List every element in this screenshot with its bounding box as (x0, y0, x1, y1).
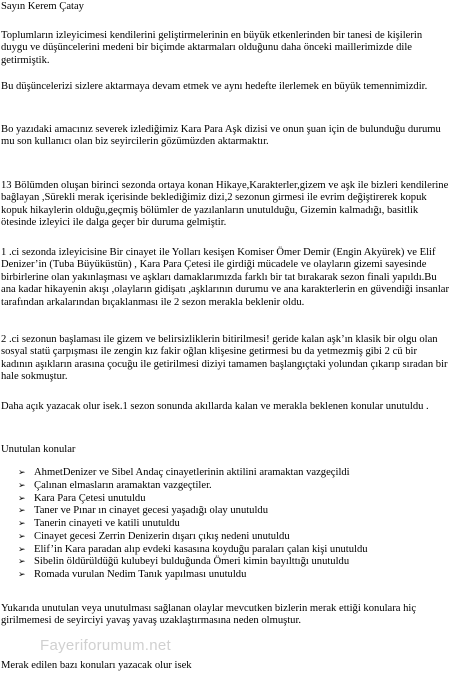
salutation: Sayın Kerem Çatay (1, 1, 84, 12)
list-item: ➢ Tanerin cinayeti ve katili unutuldu (18, 518, 180, 529)
paragraph-intro: Toplumların izleyicimesi kendilerini geliştirmelerinin en büyük etkenlerinden bir tanesi de kişilerin duygu ve düşüncelerini medeni bir biçimde aktarmaları olduğunu daha önceki maillerimizde dile getirmiştik. (1, 30, 423, 66)
watermark: Fayeriforumum.net (40, 637, 171, 654)
arrow-right-icon: ➢ (18, 480, 26, 491)
list-item: ➢ Taner ve Pınar ın cinayet gecesi yaşadığı olay unutuldu (18, 505, 269, 517)
list-item: ➢ Kara Para Çetesi unutuldu (18, 492, 146, 504)
section-heading-forgotten-topics: Unutulan konular (1, 444, 76, 455)
arrow-right-icon: ➢ (18, 468, 26, 478)
arrow-right-icon: ➢ (18, 531, 26, 542)
paragraph-purpose: Bo yazıdaki amacınız severek izlediğimiz Kara Para Aşk dizisi ve onun şuan için de bulunduğu durumu mu son kullanıcı olan biz seyircilerin gözümüzden aktarmaktır. (1, 124, 441, 148)
paragraph-season-one-summary: 1 .ci sezonda izleyicisine Bir cinayet ile Yolları kesişen Komiser Ömer Demir (Engin Akyürek) ve Elif Denizer’in (Tuba Büyüküstün) , Kara Para Çetesi ile girdiği mücadele ve olayların gizemi sayesinde birbirlerine olan yakınlaşması ve aşkları damaklarımızda farklı bir tat bırakarak sezon finali yapıldı.Bu ana kadar hikayenin akışı ,olayların gidişatı ,aşklarının durumu ve ana karakterlerin en güvendiği insanlar tarafından arkalarından bıçaklanması ile 2 sezon merakla beklenir oldu. (1, 247, 450, 308)
paragraph-first-season: 13 Bölümden oluşan birinci sezonda ortaya konan Hikaye,Karakterler,gizem ve aşk ile bizleri kendilerine bağlayan ,Sürekli merak içerisinde beklediğimiz dizi,2 sezonun girmesi ile evrim değiştirerek kopuk kopuk hikaylerin olduğu,geçmiş bölümler de yazılanların unutulduğu, Gizemin kalmadığı, basitlik ötesinde izleyici ile dalga geçer bir duruma gelmiştir. (1, 180, 449, 229)
arrow-right-icon: ➢ (18, 557, 26, 568)
paragraph-wish: Bu düşüncelerizi sizlere aktarmaya devam etmek ve aynı hedefte ilerlemek en büyük temennimizdir. (1, 81, 428, 92)
list-item: ➢ Romada vurulan Nedim Tanık yapılması unutuldu (18, 569, 247, 580)
last-line: Merak edilen bazı konuları yazacak olur isek (1, 660, 192, 671)
list-item: ➢ Sibelin öldürüldüğü kulubeyi bulduğunda Ömeri kimin bayılttığı unutuldu (18, 556, 350, 568)
paragraph-open-questions: Daha açık yazacak olur isek.1 sezon sonunda akıllarda kalan ve merakla beklenen konular unutuldu . (1, 401, 429, 412)
list-item: ➢ Çalınan elmasların aramaktan vazgeçtiler. (18, 479, 212, 491)
forgotten-topics-list (18, 467, 448, 582)
list-item: ➢ Elif’in Kara paradan alıp evdeki kasasına koyduğu paraları çalan kişi unutuldu (18, 543, 368, 555)
arrow-right-icon: ➢ (18, 493, 26, 504)
arrow-right-icon: ➢ (18, 506, 26, 517)
arrow-right-icon: ➢ (18, 519, 26, 529)
paragraph-season-two: 2 .ci sezonun başlaması ile gizem ve belirsizliklerin bitirilmesi! geride kalan aşk’ın klasik bir olgu olan sosyal statü çarpışması ile zengin kız fakir oğlan klişesine getirmesi bu da yetmezmiş gibi 2 cü bir kadının aşıkların arasına çocuğu ile getirilmesi diziyi tamamen başlangıçtaki yolundan çıkarıp sıradan bir hale sokmuştur. (1, 334, 448, 383)
arrow-right-icon: ➢ (18, 570, 26, 580)
list-item: ➢ Cinayet gecesi Zerrin Denizerin dışarı çıkış nedeni unutuldu (18, 530, 290, 542)
arrow-right-icon: ➢ (18, 544, 26, 555)
list-item: ➢ AhmetDenizer ve Sibel Andaç cinayetlerinin aktilini aramaktan vazgeçildi (18, 467, 350, 478)
paragraph-closing: Yukarıda unutulan veya unutulması sağlanan olaylar mevcutken bizlerin merak ettiği konulara hiç girilmemesi de seyirciyi yavaş yavaş uzaklaştırmasına neden olmuştur. (1, 603, 417, 627)
